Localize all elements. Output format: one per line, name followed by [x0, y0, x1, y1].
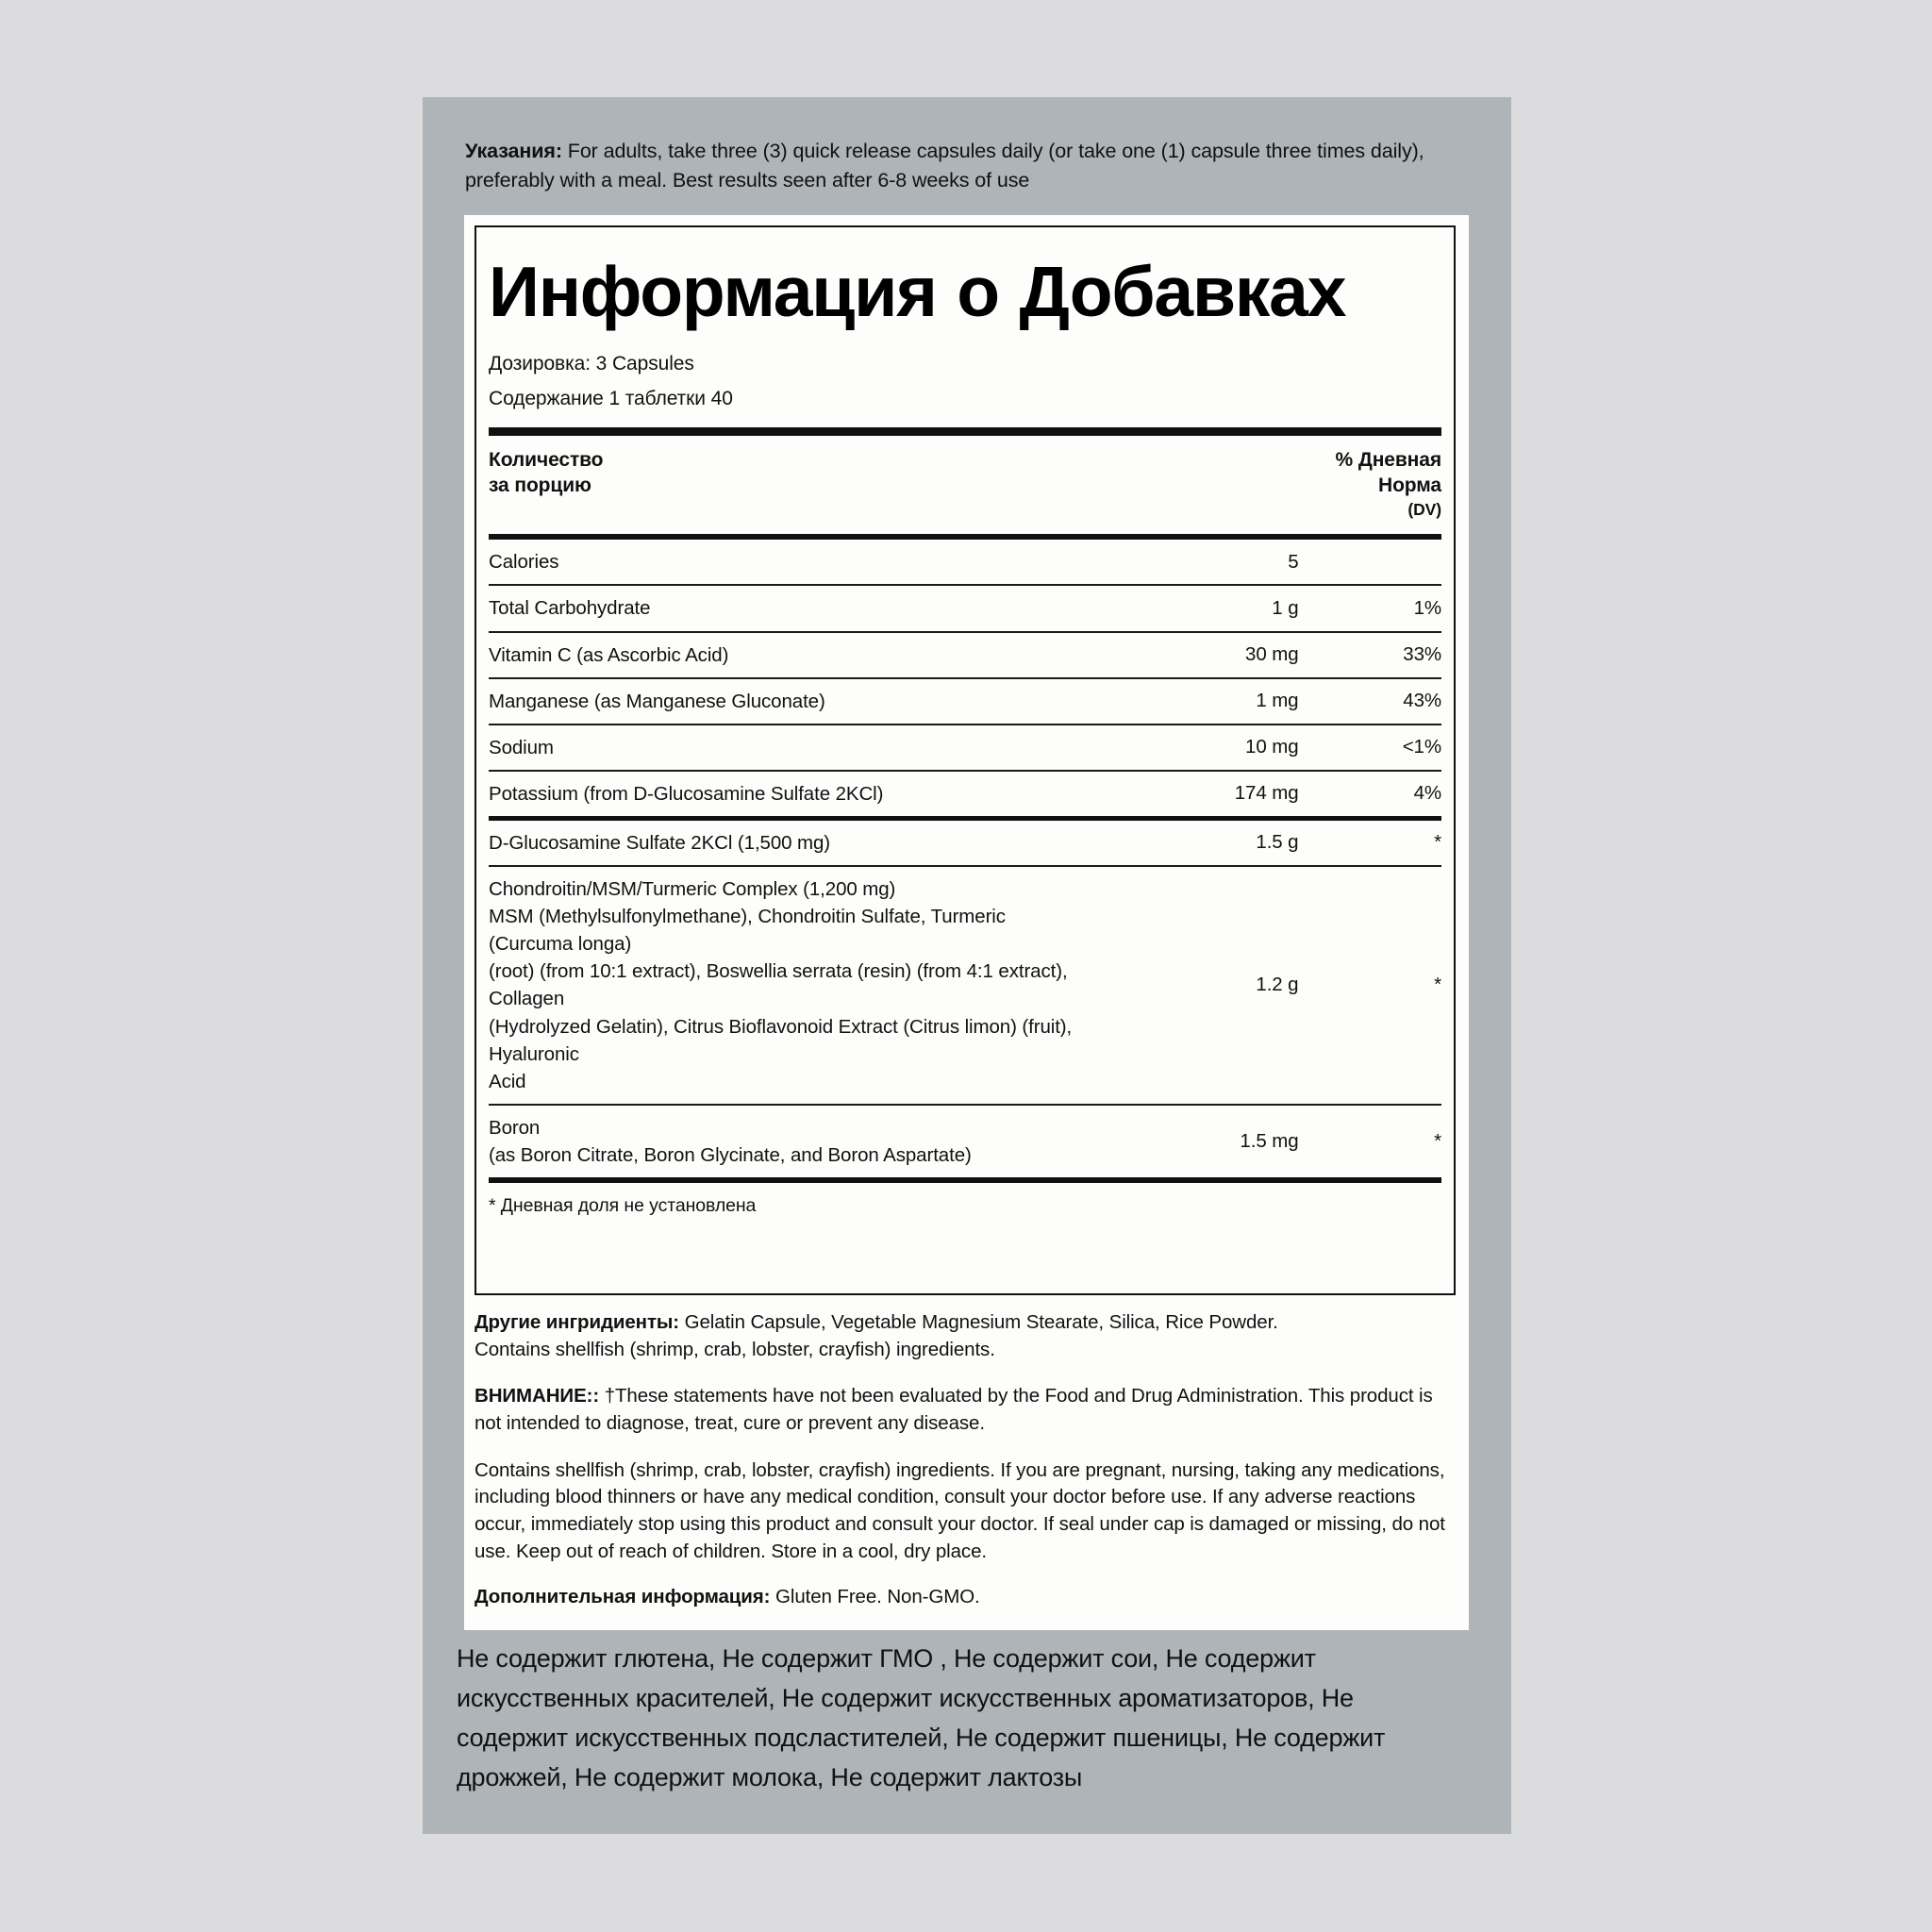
supplement-facts-box	[475, 225, 1456, 1295]
table-row	[489, 585, 1441, 631]
nutrient-amount: 1 g	[1084, 585, 1298, 631]
nutrient-amount: 1.2 g	[1084, 866, 1298, 1105]
nutrient-name: Sodium	[489, 724, 1084, 771]
attention-label: ВНИМАНИЕ::	[475, 1385, 600, 1407]
nutrient-daily-value	[1299, 540, 1442, 585]
header-spacer	[1084, 436, 1298, 535]
divider-table-bottom	[489, 1177, 1441, 1183]
facts-header-group	[489, 436, 1441, 535]
serving-size: Дозировка: 3 Capsules	[489, 352, 694, 375]
table-row	[489, 866, 1441, 1105]
label-notes	[475, 1309, 1457, 1610]
product-label-card	[423, 97, 1511, 1834]
spacer-2	[475, 1438, 1457, 1457]
additional-info-label: Дополнительная информация:	[475, 1585, 771, 1607]
table-header-row	[489, 436, 1441, 535]
free-from-claims: Не содержит глютена, Не содержит ГМО , Не содержит сои, Не содержит искусственных красителей, Не содержит искусственных ароматизаторов, Не содержит искусственных подсластителей, Не содержит пшеницы, Не содержит дрожжей, Не содержит молока, Не содержит лактозы	[457, 1644, 1386, 1791]
dv-header-line2: Норма	[1378, 475, 1441, 497]
daily-value-header	[1299, 436, 1442, 535]
supplement-facts-table	[489, 436, 1441, 535]
other-ingredients-label: Другие ингридиенты:	[475, 1311, 680, 1333]
nutrient-daily-value: *	[1299, 818, 1442, 866]
table-row	[489, 771, 1441, 819]
other-ingredients-text: Gelatin Capsule, Vegetable Magnesium Stearate, Silica, Rice Powder.	[684, 1311, 1278, 1333]
nutrient-name: Calories	[489, 551, 559, 574]
directions-block	[465, 137, 1459, 194]
nutrient-amount: 1 mg	[1084, 678, 1298, 724]
other-ingredients-line2: Contains shellfish (shrimp, crab, lobster, crayfish) ingredients.	[475, 1338, 995, 1360]
dv-header-line3: (DV)	[1407, 500, 1441, 520]
facts-row-group	[489, 540, 1441, 1177]
additional-info	[475, 1584, 1457, 1611]
dv-footnote: * Дневная доля не установлена	[489, 1195, 757, 1217]
other-ingredients	[475, 1309, 1457, 1337]
nutrient-daily-value: *	[1299, 1105, 1442, 1177]
nutrient-amount: 1.5 mg	[1084, 1105, 1298, 1177]
nutrient-daily-value: *	[1299, 866, 1442, 1105]
nutrient-name: Vitamin C (as Ascorbic Acid)	[489, 632, 1084, 678]
nutrient-amount: 10 mg	[1084, 724, 1298, 771]
spacer-3	[475, 1566, 1457, 1584]
table-row	[489, 540, 1441, 585]
nutrient-daily-value: 33%	[1299, 632, 1442, 678]
nutrient-amount: 5	[1288, 550, 1299, 573]
additional-info-text: Gluten Free. Non-GMO.	[775, 1585, 980, 1607]
table-row	[489, 724, 1441, 771]
amount-header	[489, 436, 1084, 535]
table-row	[489, 632, 1441, 678]
nutrient-name: Chondroitin/MSM/Turmeric Complex (1,200 mg) MSM (Methylsulfonylmethane), Chondroitin Sulfate, Turmeric (Curcuma longa) (root) (from 10:1 extract), Boswellia serrata (resin) (from 4:1 extract), Collagen (Hydrolyzed Gelatin), Citrus Bioflavonoid Extract (Citrus limon) (fruit), Hyaluronic Acid	[489, 866, 1084, 1105]
directions-text: For adults, take three (3) quick release capsules daily (or take one (1) capsule three times daily), preferably with a meal. Best results seen after 6-8 weeks of use	[465, 140, 1424, 192]
nutrient-name: Total Carbohydrate	[489, 585, 1084, 631]
nutrient-daily-value: 43%	[1299, 678, 1442, 724]
warning-text: Contains shellfish (shrimp, crab, lobster, crayfish) ingredients. If you are pregnant, nursing, taking any medications, including blood thinners or have any medical condition, consult your doctor before use. If any adverse reactions occur, immediately stop using this product and consult your doctor. If seal under cap is damaged or missing, do not use. Keep out of reach of children. Store in a cool, dry place.	[475, 1458, 1445, 1562]
nutrient-name: Manganese (as Manganese Gluconate)	[489, 678, 1084, 724]
spacer-1	[475, 1363, 1457, 1383]
nutrient-name: Boron (as Boron Citrate, Boron Glycinate, and Boron Aspartate)	[489, 1105, 1084, 1177]
attention-text: †These statements have not been evaluated by the Food and Drug Administration. This product is not intended to diagnose, treat, cure or prevent any disease.	[475, 1385, 1433, 1435]
nutrient-amount: 1.5 g	[1084, 818, 1298, 866]
servings-per-container: Содержание 1 таблетки 40	[489, 388, 733, 410]
directions-label: Указания:	[465, 140, 562, 162]
nutrient-daily-value: <1%	[1299, 724, 1442, 771]
attention-block	[475, 1383, 1457, 1437]
page-title: Информация о Добавках	[489, 252, 1346, 331]
supplement-facts-rows	[489, 540, 1441, 1177]
table-row	[489, 678, 1441, 724]
table-row	[489, 1105, 1441, 1177]
divider-top	[489, 427, 1441, 436]
nutrient-name: Potassium (from D-Glucosamine Sulfate 2KCl)	[489, 771, 1084, 819]
table-row	[489, 818, 1441, 866]
nutrient-name: D-Glucosamine Sulfate 2KCl (1,500 mg)	[489, 818, 1084, 866]
nutrient-daily-value: 4%	[1299, 771, 1442, 819]
nutrient-daily-value: 1%	[1299, 585, 1442, 631]
dv-header-line1: % Дневная	[1335, 448, 1441, 471]
supplement-facts-panel	[464, 215, 1469, 1630]
amount-header-line2: за порцию	[489, 475, 591, 497]
nutrient-amount: 30 mg	[1084, 632, 1298, 678]
amount-header-line1: Количество	[489, 448, 604, 471]
nutrient-amount: 174 mg	[1084, 771, 1298, 819]
